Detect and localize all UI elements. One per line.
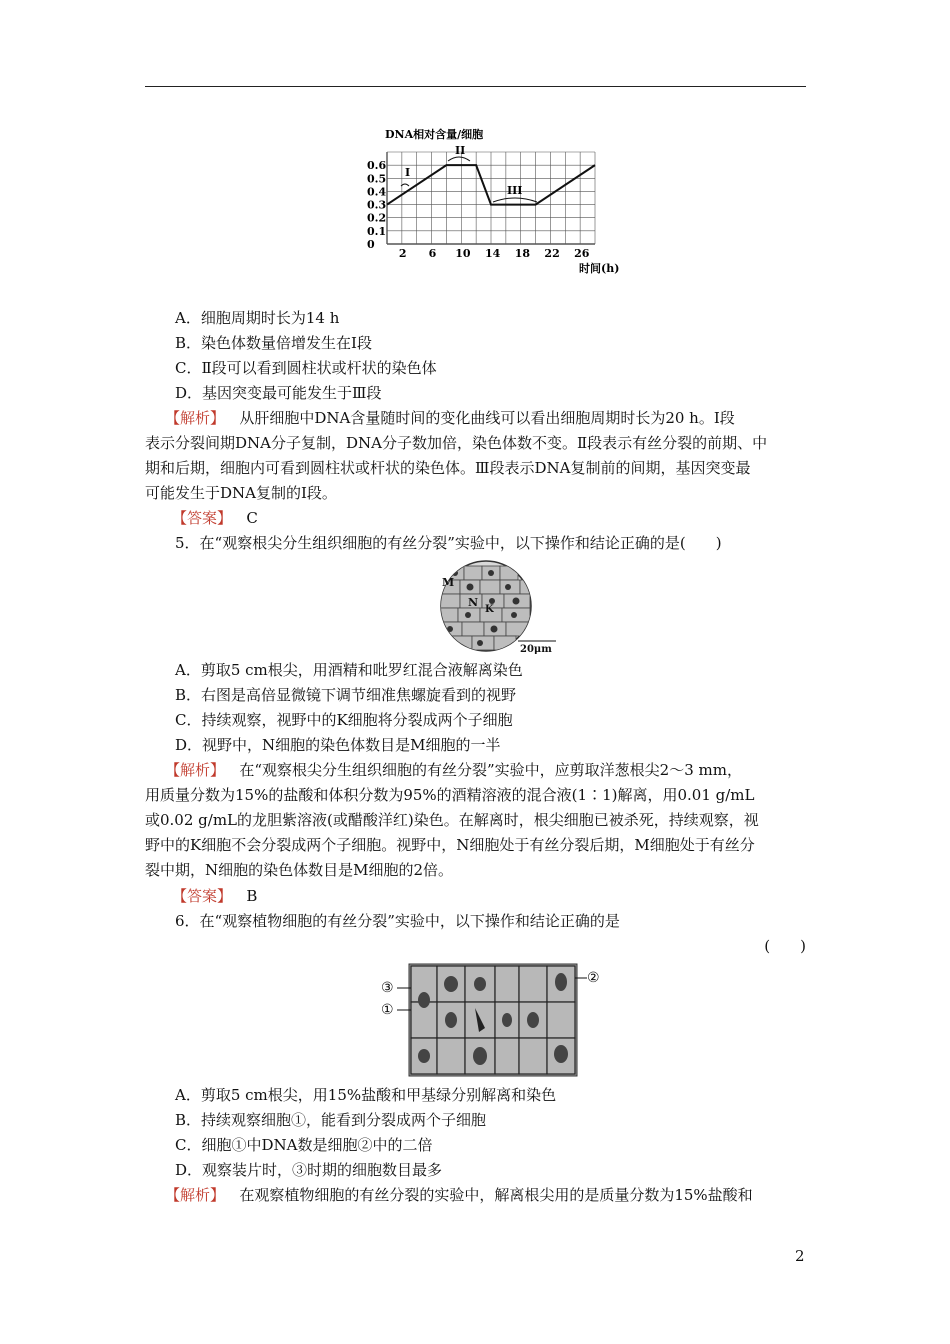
x-tick-label: 14 [485,247,501,260]
q4-analysis-line-1: 【解析】 从肝细胞中DNA含量随时间的变化曲线可以看出细胞周期时长为20 h。Ⅰ段 [165,409,735,427]
segment-label-II: II [455,144,466,157]
q4-answer-tag: 【答案】 [172,509,233,527]
cell-label-1: ① [381,1002,394,1018]
segment-label-I: I [405,166,411,179]
q5-option-c: C．持续观察，视野中的K细胞将分裂成两个子细胞 [175,711,513,729]
q5-analysis-line-4: 野中的K细胞不会分裂成两个子细胞。视野中，N细胞处于有丝分裂后期，M细胞处于有丝分 [145,836,755,854]
x-tick-label: 18 [514,247,531,260]
q5-analysis-line-3: 或0.02 g/mL的龙胆紫溶液(或醋酸洋红)染色。在解离时，根尖细胞已被杀死，持续观察，视 [145,811,759,829]
q6-blank: ( ) [764,937,806,955]
q5-analysis-tag: 【解析】 [165,761,226,779]
y-tick-label: 0.3 [367,198,387,212]
micrograph-label-k: K [485,604,494,615]
q4-analysis-line-2: 表示分裂间期DNA分子复制，DNA分子数加倍，染色体数不变。Ⅱ段表示有丝分裂的前期、中 [145,434,768,452]
q5-option-a: A．剪取5 cm根尖，用酒精和吡罗红混合液解离染色 [175,661,523,679]
y-tick-label: 0 [367,238,375,251]
x-tick-label: 2 [398,247,407,260]
x-tick-label: 22 [544,247,560,260]
q5-analysis-line-1: 【解析】 在“观察根尖分生组织细胞的有丝分裂”实验中，应剪取洋葱根尖2～3 mm， [165,761,742,779]
chart-xticks [399,247,590,260]
chart-grid [387,152,595,244]
y-tick-label: 0.4 [367,185,387,199]
x-tick-label: 10 [455,247,471,260]
y-tick-label: 0.5 [367,172,387,186]
q4-analysis-tag: 【解析】 [165,409,226,427]
q6-option-b: B．持续观察细胞①，能看到分裂成两个子细胞 [175,1111,487,1129]
q4-answer-row [172,508,833,528]
q6-analysis-tag: 【解析】 [165,1186,226,1204]
chart-ylabel: DNA相对含量/细胞 [385,128,484,141]
micrograph-label-m: M [442,576,455,589]
q4-option-a: A．细胞周期时长为14 h [175,309,340,327]
header-rule [145,86,806,87]
q4-option-d: D．基因突变最可能发生于Ⅲ段 [175,384,382,402]
micrograph-label-n: N [468,596,479,609]
q5-option-b: B．右图是高倍显微镜下调节细准焦螺旋看到的视野 [175,686,517,704]
y-tick-label: 0.2 [367,211,387,225]
micrograph-scale-label: 20μm [520,644,552,654]
q6-option-d: D．观察装片时，③时期的细胞数目最多 [175,1161,443,1179]
q5-answer-value: B [246,887,258,905]
y-tick-label: 0.1 [367,224,387,238]
q5-analysis-line-5: 裂中期，N细胞的染色体数目是M细胞的2倍。 [145,861,454,879]
x-tick-label: 26 [574,247,590,260]
q4-analysis-line-4: 可能发生于DNA复制的Ⅰ段。 [145,484,337,502]
segment-label-III: III [507,184,523,197]
q6-analysis-line-1: 【解析】 在观察植物细胞的有丝分裂的实验中，解离根尖用的是质量分数为15%盐酸和 [165,1186,753,1204]
root-tip-micrograph [428,558,560,654]
q5-answer-tag: 【答案】 [172,887,233,905]
q5-option-d: D．视野中，N细胞的染色体数目是M细胞的一半 [175,736,501,754]
plant-cell-micrograph [375,962,607,1078]
y-tick-label: 0.6 [367,159,387,173]
q4-option-b: B．染色体数量倍增发生在Ⅰ段 [175,334,372,352]
q5-analysis-line-2: 用质量分数为15%的盐酸和体积分数为95%的酒精溶液的混合液(1∶1)解离，用0.01 g/mL [145,786,755,804]
segment-brace-III [493,198,537,202]
page-number: 2 [795,1247,805,1265]
dna-content-chart [365,126,625,276]
q6-stem: 6．在“观察植物细胞的有丝分裂”实验中，以下操作和结论正确的是 [175,912,620,930]
q5-stem: 5．在“观察根尖分生组织细胞的有丝分裂”实验中，以下操作和结论正确的是( ) [175,534,722,552]
chart-xlabel: 时间(h) [579,262,620,275]
segment-brace-II [448,157,470,161]
q5-answer-row [172,886,833,906]
q4-option-c: C．Ⅱ段可以看到圆柱状或杆状的染色体 [175,359,437,377]
q6-option-c: C．细胞①中DNA数是细胞②中的二倍 [175,1136,433,1154]
q6-option-a: A．剪取5 cm根尖，用15%盐酸和甲基绿分别解离和染色 [175,1086,557,1104]
cell-label-2: ② [587,970,600,986]
q4-answer-value: C [246,509,258,527]
q4-analysis-line-3: 期和后期，细胞内可看到圆柱状或杆状的染色体。Ⅲ段表示DNA复制前的间期，基因突变最 [145,459,751,477]
x-tick-label: 6 [428,247,437,260]
chart-yticks [367,159,386,251]
cell-label-3: ③ [381,980,394,996]
segment-brace-I [401,184,409,186]
